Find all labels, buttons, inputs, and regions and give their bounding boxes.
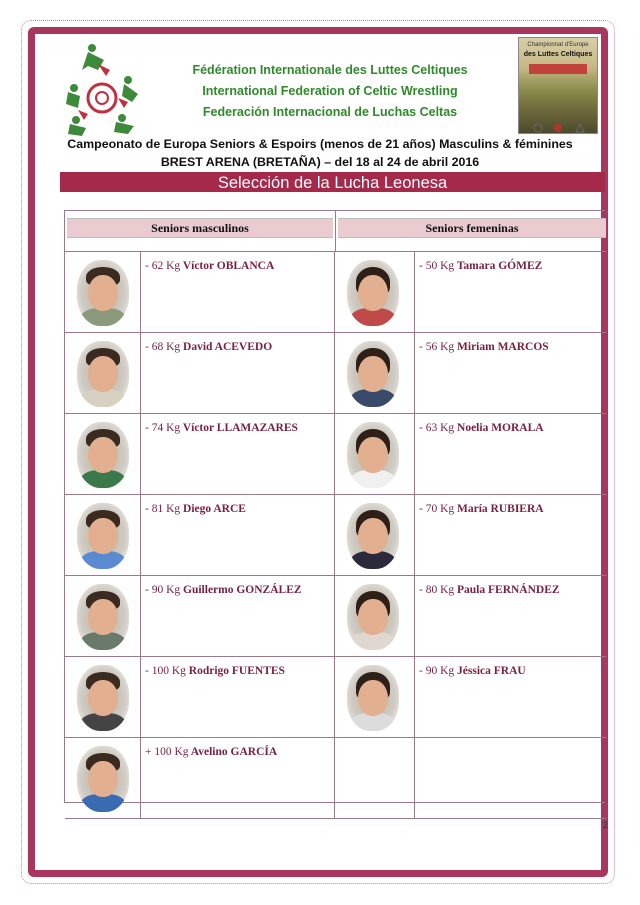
sponsor-icons	[528, 122, 590, 134]
athlete-name: Guillermo GONZÁLEZ	[183, 584, 302, 596]
column-separator	[335, 211, 336, 251]
athlete-entry	[419, 341, 549, 353]
athlete-name: Víctor OBLANCA	[182, 260, 275, 272]
athlete-name: Avelino GARCÍA	[190, 746, 278, 758]
athlete-entry	[419, 260, 542, 272]
weight-class: - 80 Kg	[419, 584, 455, 596]
athlete-photo	[347, 341, 399, 407]
athlete-entry	[419, 422, 544, 434]
athlete-photo	[77, 422, 129, 488]
athlete-name: Miriam MARCOS	[457, 341, 549, 353]
athlete-entry	[145, 422, 298, 434]
athlete-entry	[145, 341, 272, 353]
roster-table	[64, 210, 605, 803]
athlete-entry	[145, 503, 246, 515]
athlete-photo	[347, 503, 399, 569]
weight-class: + 100 Kg	[145, 746, 189, 758]
federation-name-fr: Fédération Internationale des Luttes Celtiques	[192, 63, 468, 77]
column-header-men: Seniors masculinos	[67, 218, 333, 238]
federation-name-es: Federación Internacional de Luchas Celtas	[202, 105, 458, 119]
athlete-photo	[77, 341, 129, 407]
athlete-name: Tamara GÓMEZ	[456, 260, 543, 272]
weight-class: - 70 Kg	[419, 503, 455, 515]
poster-stripe	[529, 64, 587, 74]
championship-title: Campeonato de Europa Seniors & Espoirs (menos de 21 años) Masculins & féminines	[67, 137, 573, 151]
athlete-photo	[77, 665, 129, 731]
athlete-photo	[77, 584, 129, 650]
athlete-photo	[347, 422, 399, 488]
column-header-women: Seniors femeninas	[338, 218, 606, 238]
weight-class: - 90 Kg	[419, 665, 455, 677]
athlete-photo	[347, 584, 399, 650]
weight-class: - 68 Kg	[145, 341, 181, 353]
championship-poster	[518, 37, 598, 134]
athlete-name: Rodrigo FUENTES	[188, 665, 285, 677]
athlete-photo	[77, 260, 129, 326]
athlete-photo	[347, 260, 399, 326]
athlete-name: Diego ARCE	[183, 503, 246, 515]
poster-line-2: des Luttes Celtiques	[523, 51, 593, 58]
page-number: 2	[603, 820, 609, 830]
athlete-name: Jéssica FRAU	[457, 665, 526, 677]
weight-class: - 100 Kg	[145, 665, 189, 677]
selection-banner: Selección de la Lucha Leonesa	[60, 172, 605, 192]
athlete-name: Noelia MORALA	[457, 422, 544, 434]
athlete-name: María RUBIERA	[457, 503, 544, 515]
athlete-entry	[419, 503, 544, 515]
women-photo-cell	[335, 738, 415, 819]
athlete-name: David ACEVEDO	[183, 341, 273, 353]
weight-class: - 63 Kg	[419, 422, 455, 434]
athlete-entry	[419, 665, 526, 677]
weight-class: - 62 Kg	[145, 260, 181, 272]
athlete-name: Víctor LLAMAZARES	[182, 422, 298, 434]
weight-class: - 50 Kg	[419, 260, 455, 272]
women-name-cell	[415, 738, 606, 819]
weight-class: - 90 Kg	[145, 584, 181, 596]
athlete-entry	[145, 260, 274, 272]
championship-venue: BREST ARENA (BRETAÑA) – del 18 al 24 de abril 2016	[160, 155, 480, 169]
athlete-entry	[145, 584, 302, 596]
poster-line-1: Championnat d'Europe	[527, 42, 589, 48]
athlete-entry	[419, 584, 560, 596]
weight-class: - 74 Kg	[145, 422, 181, 434]
weight-class: - 81 Kg	[145, 503, 181, 515]
athlete-name: Paula FERNÁNDEZ	[457, 584, 560, 596]
athlete-photo	[77, 503, 129, 569]
athlete-entry	[145, 746, 277, 758]
federation-logo	[58, 40, 146, 136]
athlete-entry	[145, 665, 285, 677]
athlete-photo	[347, 665, 399, 731]
federation-name-en: International Federation of Celtic Wrestling	[202, 84, 458, 98]
athlete-photo	[77, 746, 129, 812]
weight-class: - 56 Kg	[419, 341, 455, 353]
